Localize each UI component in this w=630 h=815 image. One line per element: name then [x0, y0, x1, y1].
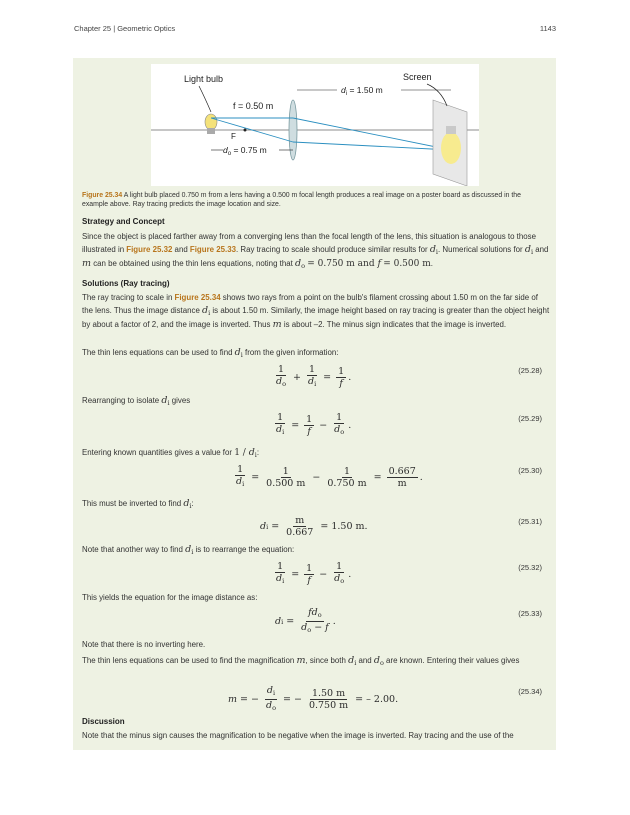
paragraph-solutions: The ray tracing to scale in Figure 25.34 shows two rays from a point on the bulb's filament crossing about 1.50 m on the far side of the lens. Thus the image distance $d_i$ is about 1.50 m. Similarly, the image height based on ray tracing is greater than the object height by about a factor of 2, and the image is inverted. Thus m is about –2. The minus sign indicates that the image is inverted. [82, 293, 550, 330]
page-number: 1143 [539, 24, 556, 33]
image-bulb-base [446, 126, 456, 134]
heading-strategy: Strategy and Concept [82, 217, 165, 226]
figure-25-34 [151, 64, 479, 186]
paragraph-note: Note that another way to find $d_i$ is to rearrange the equation: [82, 544, 295, 556]
paragraph-invert: This must be inverted to find $d_i$: [82, 498, 194, 510]
equation-25-28: $\frac{1}{d_o}$ + $\frac{1}{d_i}$ = $\frac{1}{f}$ . (25.28) [276, 364, 542, 389]
paragraph-rearrange: Rearranging to isolate $d_i$ gives [82, 395, 191, 407]
paragraph-magnification: The thin lens equations can be used to find the magnification m, since both $d_i$ and $d_o$ are known. Entering their values gives [82, 655, 520, 667]
bulb-pointer [199, 86, 211, 112]
label-F: F [231, 132, 236, 141]
link-figure-25-33[interactable]: Figure 25.33 [189, 244, 236, 254]
converging-lens [289, 100, 297, 160]
label-focal-length: f = 0.50 m [233, 101, 274, 111]
label-do: $d_o = 0.75$ m [223, 145, 267, 157]
equation-25-33: d i = $\frac{fd_o}{d_o - f}$ . (25.33) [275, 607, 542, 634]
ray-focal-out [293, 142, 451, 150]
ray-diagram [151, 64, 479, 186]
paragraph-yields: This yields the equation for the image distance as: [82, 593, 258, 602]
chapter-title: Chapter 25 | Geometric Optics [74, 24, 176, 33]
paragraph-strategy: Since the object is placed farther away from a converging lens than the focal length of the lens, this situation is analogous to those illustrated in Figure 25.32 and Figure 25.33. Ray tracing to scale should produce similar results for $d_i$. Numerical solutions for $d_i$ and m can be obtained using the thin lens equations, noting that $d_o = 0.750$ m and f = 0.500 m. [82, 232, 549, 270]
figure-caption [82, 191, 548, 209]
equation-25-31: d i = $\frac{m}{0.667}$ = 1.50 m. (25.31) [260, 515, 542, 538]
label-light-bulb: Light bulb [184, 74, 224, 84]
image-bulb-icon [441, 132, 461, 164]
paragraph-no-inverting: Note that there is no inverting here. [82, 640, 206, 649]
link-figure-25-32[interactable]: Figure 25.32 [126, 244, 173, 254]
page-header [74, 24, 556, 33]
equation-25-29: $\frac{1}{d_i}$ = $\frac{1}{f}$ − $\frac{1}{d_o}$ . (25.29) [276, 412, 542, 437]
label-screen: Screen [403, 72, 432, 82]
paragraph-enter: Entering known quantities gives a value for $1 / d_i$: [82, 447, 260, 459]
focal-point [244, 129, 247, 132]
caption-text: A light bulb placed 0.750 m from a lens having a 0.500 m focal length produces a real image on a poster board as discussed in the example above. Ray tracing predicts the image location and size. [82, 192, 521, 208]
equation-25-32: $\frac{1}{d_i}$ = $\frac{1}{f}$ − $\frac{1}{d_o}$ . (25.32) [276, 561, 542, 586]
ray-refracted [293, 118, 451, 150]
heading-discussion: Discussion [82, 717, 125, 726]
equation-25-34: m = − $\frac{d_i}{d_o}$ = − $\frac{1.50 m}{0.750 m}$ = – 2.00. (25.34) [228, 685, 542, 712]
light-bulb-icon [205, 114, 217, 134]
example-panel [73, 58, 556, 750]
paragraph-thin-lens: The thin lens equations can be used to find $d_i$ from the given information: [82, 347, 339, 359]
link-figure-25-34[interactable]: Figure 25.34 [174, 293, 221, 302]
equation-25-30: $\frac{1}{d_i}$ = $\frac{1}{0.500 m}$ − $\frac{1}{0.750 m}$ = $\frac{0.667}{m}$ . (25.30) [236, 464, 542, 489]
heading-solutions: Solutions (Ray tracing) [82, 279, 170, 288]
label-di: $d_i = 1.50$ m [341, 85, 383, 97]
caption-figure-label: Figure 25.34 [82, 192, 123, 199]
paragraph-discussion: Note that the minus sign causes the magnification to be negative when the image is inverted. Ray tracing and the use of the [82, 731, 514, 740]
